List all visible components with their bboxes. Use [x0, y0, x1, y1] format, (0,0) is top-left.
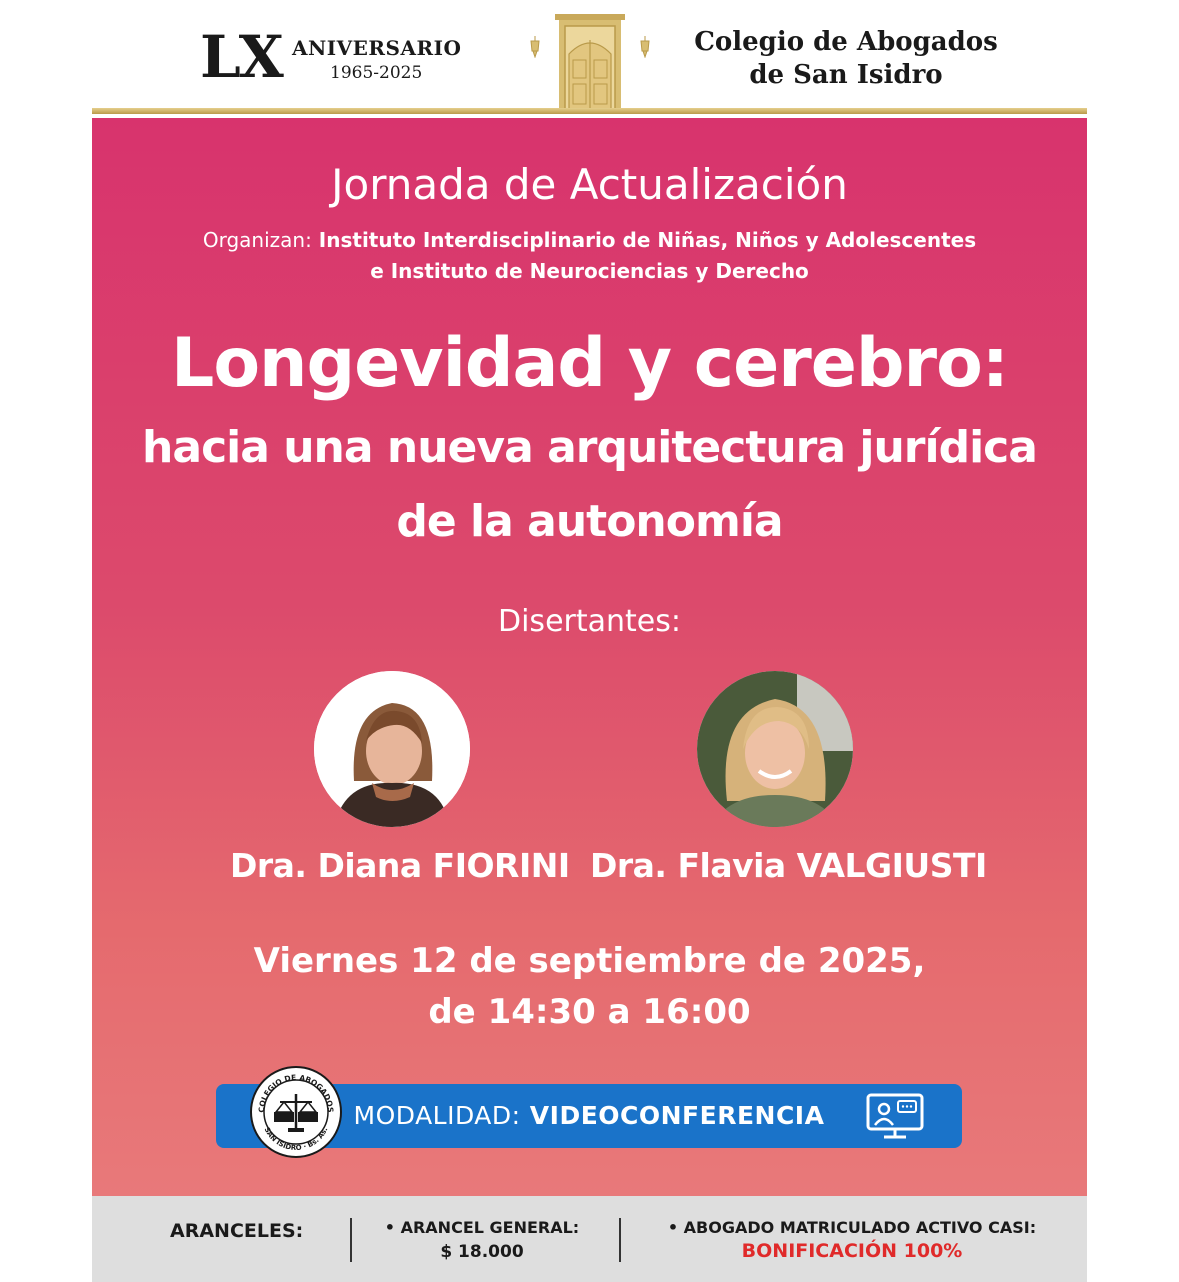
- member-fee-value: BONIFICACIÓN 100%: [741, 1240, 963, 1262]
- videoconference-icon: [866, 1093, 924, 1139]
- organizers-line2: e Instituto de Neurociencias y Derecho: [370, 259, 809, 283]
- member-fee-label: • ABOGADO MATRICULADO ACTIVO CASI:: [667, 1218, 1037, 1237]
- event-date: Viernes 12 de septiembre de 2025,: [253, 941, 926, 981]
- general-fee-label: • ARANCEL GENERAL:: [384, 1218, 580, 1237]
- fees-bar: [92, 1196, 1087, 1282]
- event-time: de 14:30 a 16:00: [428, 992, 751, 1032]
- header-divider: [92, 108, 1087, 114]
- speaker-name-valgiusti: Dra. Flavia VALGIUSTI: [590, 846, 987, 885]
- door-logo-icon: [555, 14, 625, 112]
- header: [92, 0, 1087, 112]
- institution-name-line2: de San Isidro: [749, 60, 943, 90]
- institution-name-line1: Colegio de Abogados: [694, 27, 998, 57]
- general-fee-value: $ 18.000: [440, 1242, 524, 1262]
- event-type: Jornada de Actualización: [331, 160, 848, 209]
- speaker-portrait-icon: [697, 671, 853, 827]
- fees-divider: [350, 1218, 352, 1262]
- speakers-label: Disertantes:: [498, 604, 681, 639]
- speaker-portrait-icon: [314, 671, 470, 827]
- speaker-photo-valgiusti: [697, 671, 853, 827]
- speaker-photo-fiorini: [314, 671, 470, 827]
- organizers-text1: Instituto Interdisciplinario de Niñas, Niños y Adolescentes: [318, 228, 977, 252]
- bar-association-seal-icon: [250, 1066, 342, 1158]
- seal-top-text: COLEGIO DE ABOGADOS: [256, 1072, 336, 1113]
- modality-bar: [216, 1072, 962, 1153]
- fees-divider: [619, 1218, 621, 1262]
- event-panel: [92, 118, 1087, 1196]
- organizers-line1: [92, 228, 1087, 252]
- speaker-name-fiorini: Dra. Diana FIORINI: [230, 846, 570, 885]
- anniversary-numeral: LX: [200, 23, 282, 91]
- lamp-right-icon: [638, 36, 652, 58]
- event-title-line2: hacia una nueva arquitectura jurídica: [142, 422, 1037, 473]
- institution-name: [666, 26, 1026, 92]
- modality-value: VIDEOCONFERENCIA: [529, 1101, 825, 1130]
- anniversary-label: ANIVERSARIO: [292, 36, 462, 60]
- event-title-line1: Longevidad y cerebro:: [170, 324, 1008, 403]
- modality-label: MODALIDAD:: [353, 1101, 521, 1130]
- seal-bottom-text: SAN ISIDRO · Bs. As.: [262, 1126, 330, 1153]
- fees-label: ARANCELES:: [170, 1220, 304, 1242]
- lamp-left-icon: [528, 36, 542, 58]
- organizers-label: Organizan:: [202, 228, 312, 252]
- event-title-line3: de la autonomía: [396, 496, 783, 547]
- anniversary-years: 1965-2025: [330, 63, 423, 83]
